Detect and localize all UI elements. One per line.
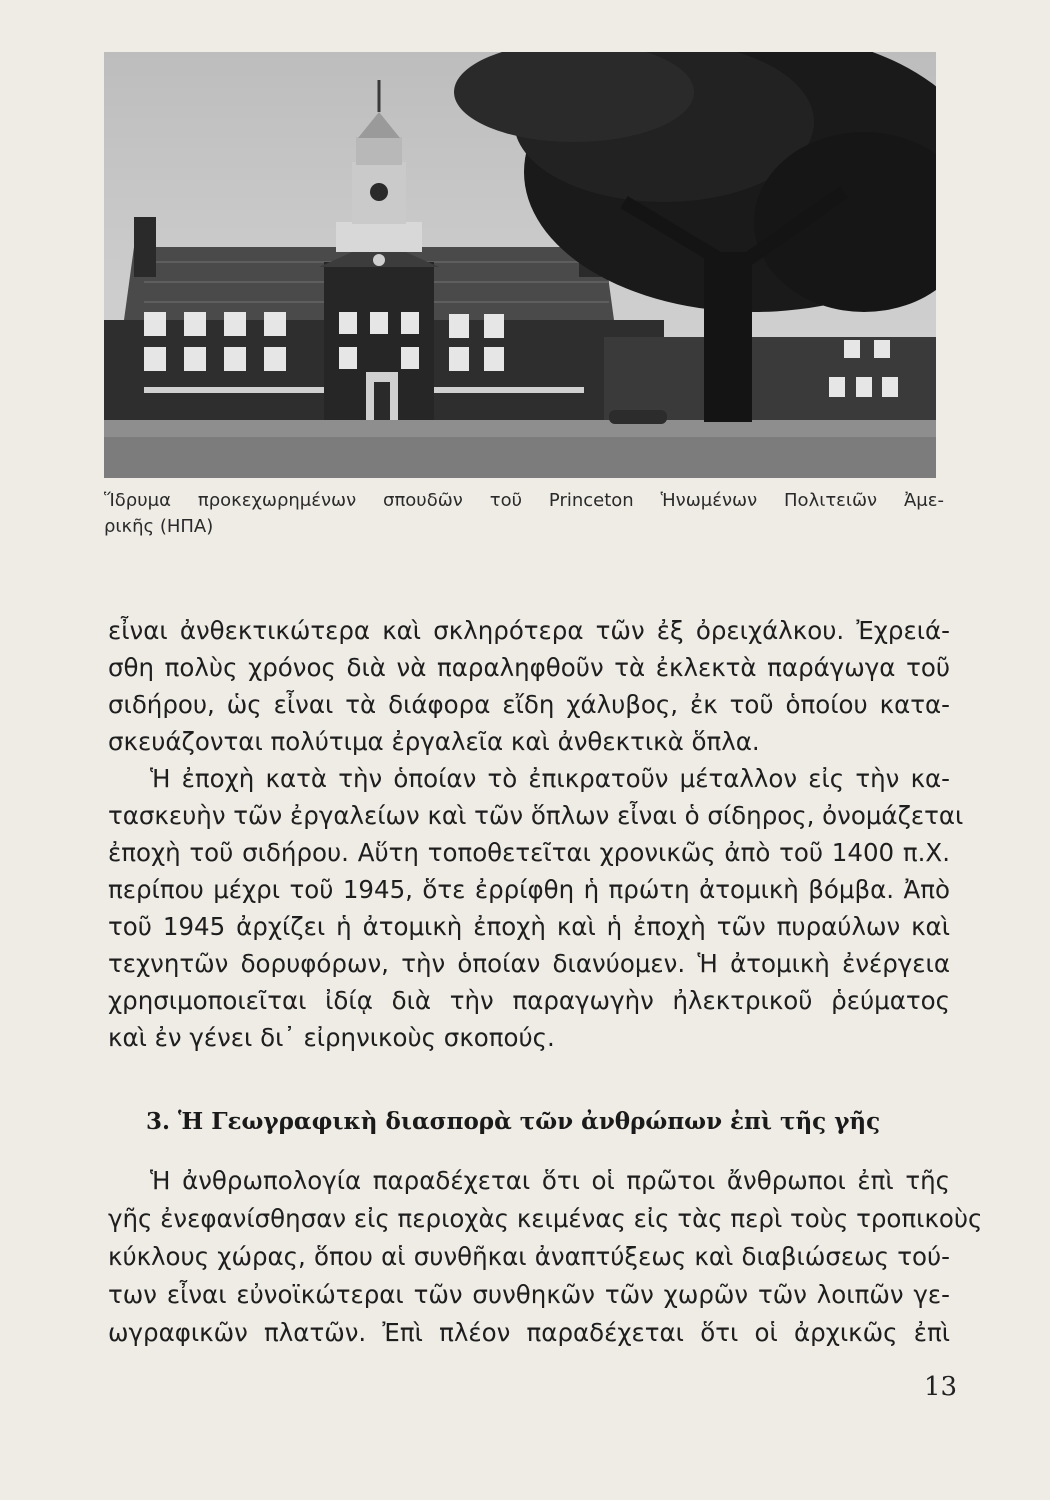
paragraph-line: σιδήρου, ὡς εἶναι τὰ διάφορα εἴδη χάλυβος, ἐκ τοῦ ὁποίου κατα- bbox=[108, 690, 950, 719]
paragraph-line: τασκευὴν τῶν ἐργαλείων καὶ τῶν ὅπλων εἶναι ὁ σίδηρος, ὀνομάζεται bbox=[108, 801, 964, 830]
photo-caption bbox=[104, 488, 944, 540]
paragraph-line: ωγραφικῶν πλατῶν. Ἐπὶ πλέον παραδέχεται ὅτι οἱ ἀρχικῶς ἐπὶ bbox=[108, 1318, 950, 1347]
paragraph-line: εἶναι ἀνθεκτικώτερα καὶ σκληρότερα τῶν ἐξ ὀρειχάλκου. Ἐχρειά- bbox=[108, 616, 950, 645]
paragraph-line: χρησιμοποιεῖται ἰδίᾳ διὰ τὴν παραγωγὴν ἠλεκτρικοῦ ῥεύματος bbox=[108, 986, 950, 1015]
paragraph-line: των εἶναι εὐνοϊκώτεραι τῶν συνθηκῶν τῶν χωρῶν τῶν λοιπῶν γε- bbox=[108, 1280, 950, 1309]
paragraph-line: κύκλους χώρας, ὅπου αἱ συνθῆκαι ἀναπτύξεως καὶ διαβιώσεως τού- bbox=[108, 1242, 950, 1271]
paragraph-line: σθη πολὺς χρόνος διὰ νὰ παραληφθοῦν τὰ ἐκλεκτὰ παράγωγα τοῦ bbox=[108, 653, 950, 682]
caption-line-1: Ἵδρυμα προκεχωρημένων σπουδῶν τοῦ Princeton Ἡνωμένων Πολιτειῶν Ἀμε- bbox=[104, 490, 944, 511]
body-text-upper bbox=[108, 612, 964, 1056]
building-photo-icon bbox=[104, 52, 936, 478]
paragraph-line: περίπου μέχρι τοῦ 1945, ὅτε ἐρρίφθη ἡ πρώτη ἀτομικὴ βόμβα. Ἀπὸ bbox=[108, 875, 950, 904]
paragraph-line: τοῦ 1945 ἀρχίζει ἡ ἀτομικὴ ἐποχὴ καὶ ἡ ἐποχὴ τῶν πυραύλων καὶ bbox=[108, 912, 950, 941]
paragraph-line: ἐποχὴ τοῦ σιδήρου. Αὕτη τοποθετεῖται χρονικῶς ἀπὸ τοῦ 1400 π.Χ. bbox=[108, 838, 950, 867]
paragraph-line: Ἡ ἀνθρωπολογία παραδέχεται ὅτι οἱ πρῶτοι ἄνθρωποι ἐπὶ τῆς bbox=[150, 1166, 950, 1195]
caption-line-2: ρικῆς (ΗΠΑ) bbox=[104, 516, 214, 537]
section-heading: 3. Ἡ Γεωγραφικὴ διασπορὰ τῶν ἀνθρώπων ἐπὶ τῆς γῆς bbox=[146, 1108, 881, 1135]
paragraph-line: σκευάζονται πολύτιμα ἐργαλεῖα καὶ ἀνθεκτικὰ ὅπλα. bbox=[108, 727, 760, 756]
paragraph-line: γῆς ἐνεφανίσθησαν εἰς περιοχὰς κειμένας εἰς τὰς περὶ τοὺς τροπικοὺς bbox=[108, 1204, 983, 1233]
paragraph-line: καὶ ἐν γένει δι᾽ εἰρηνικοὺς σκοπούς. bbox=[108, 1023, 555, 1052]
page-number: 13 bbox=[924, 1372, 958, 1402]
photo-building bbox=[104, 52, 936, 478]
paragraph-line: Ἡ ἐποχὴ κατὰ τὴν ὁποίαν τὸ ἐπικρατοῦν μέταλλον εἰς τὴν κα- bbox=[150, 764, 950, 793]
paragraph-line: τεχνητῶν δορυφόρων, τὴν ὁποίαν διανύομεν. Ἡ ἀτομικὴ ἐνέργεια bbox=[108, 949, 950, 978]
body-text-lower bbox=[108, 1162, 983, 1352]
